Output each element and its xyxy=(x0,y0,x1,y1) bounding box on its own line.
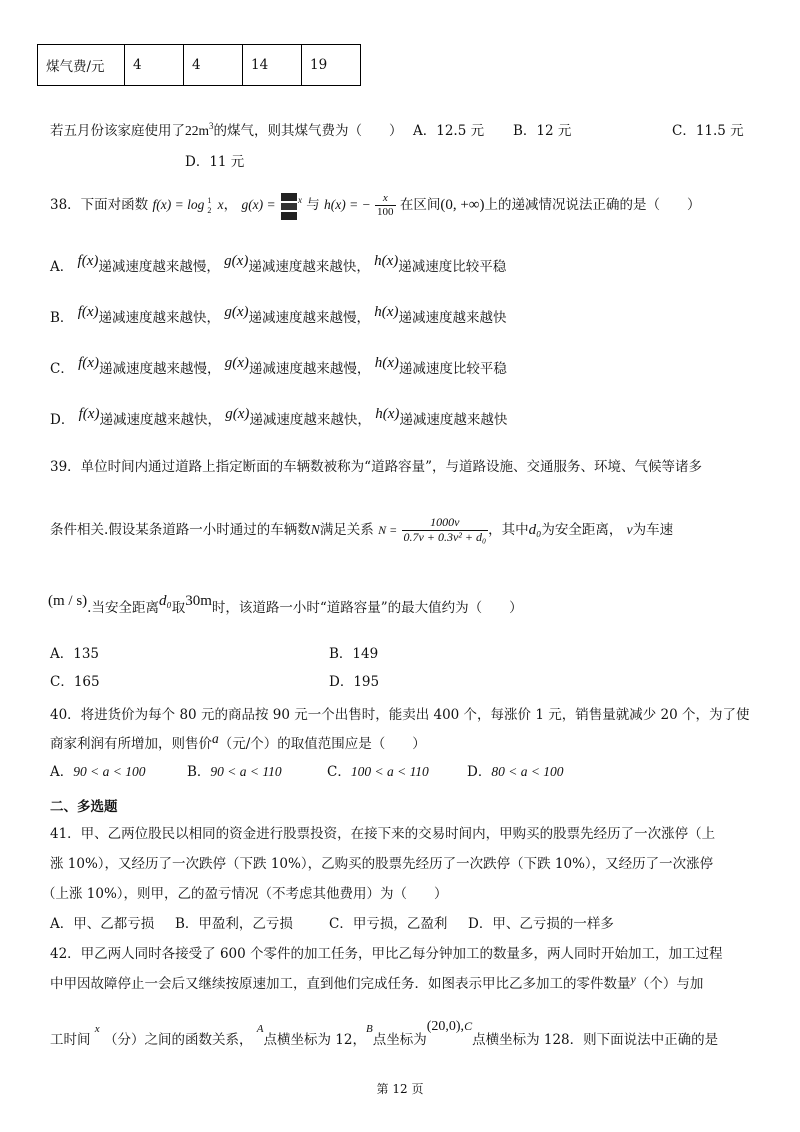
q40-option-c: C．100 < a < 110 xyxy=(327,764,429,780)
q37-option-a: A．12.5 元 xyxy=(413,123,485,139)
q39-line2: 条件相关.假设某条道路一小时通过的车辆数N满足关系 N = $\frac{1000v}{\text{0.7v + 0.3v² + d₀}}$ ，其中d₀为安全距离， v为车速 xyxy=(50,515,674,544)
q41-option-c: C．甲亏损，乙盈利 xyxy=(329,916,448,932)
table-row xyxy=(38,45,361,86)
q42-line2: 中甲因故障停止一会后又继续按原速加工，直到他们完成任务．如图表示甲比乙多加工的零件数量y（个）与加 xyxy=(50,972,704,992)
gas-fee-table xyxy=(37,44,361,86)
q39-option-a: A．135 xyxy=(50,646,100,662)
q37-stem: 若五月份该家庭使用了$22m^3$的煤气，则其煤气费为（ ） xyxy=(50,121,403,139)
q40-option-a: A．90 < a < 100 xyxy=(50,764,146,780)
q38-option-a: A． f(x)递减速度越来越慢， g(x)递减速度越来越快， h(x)递减速度比较平稳 xyxy=(50,253,507,275)
q38-option-b: B． f(x)递减速度越来越快， g(x)递减速度越来越慢， h(x)递减速度越来越快 xyxy=(50,304,507,326)
table-cell: 14 xyxy=(243,45,302,86)
table-cell: 4 xyxy=(125,45,184,86)
q39-line3: (m / s).当安全距离d₀取30m时，该道路一小时“道路容量”的最大值约为（ ） xyxy=(48,593,523,616)
q42-line3: 工时间 $^x$ （分）之间的函数关系， $^A$点横坐标为 12，$^B$点坐标为(20,0),C点横坐标为 128．则下面说法中正确的是 xyxy=(50,1019,719,1048)
q41-line3: （上涨 10%），则甲，乙的盈亏情况（不考虑其他费用）为（ ） xyxy=(42,886,448,902)
q41-option-a: A．甲、乙都亏损 xyxy=(50,916,155,932)
q41-option-b: B．甲盈利，乙亏损 xyxy=(175,916,293,932)
q39-option-b: B．149 xyxy=(329,646,379,662)
q41-line1: 41．甲、乙两位股民以相同的资金进行股票投资，在接下来的交易时间内，甲购买的股票先经历了一次涨停（上 xyxy=(50,826,716,842)
q38-option-d: D． f(x)递减速度越来越快， g(x)递减速度越来越快， h(x)递减速度越来越快 xyxy=(50,406,508,428)
q38-option-c: C． f(x)递减速度越来越慢， g(x)递减速度越来越慢， h(x)递减速度比较平稳 xyxy=(50,355,507,377)
q40-line1: 40．将进货价为每个 80 元的商品按 90 元一个出售时，能卖出 400 个，每涨价 1 元，销售量就减少 20 个，为了使 xyxy=(50,707,750,723)
q40-option-b: B．90 < a < 110 xyxy=(187,764,282,780)
page-footer: 第 12 页 xyxy=(376,1082,424,1096)
garbled-fraction-glyph xyxy=(280,189,298,223)
q40-option-d: D．80 < a < 100 xyxy=(467,764,564,780)
q42-line1: 42．甲乙两人同时各接受了 600 个零件的加工任务，甲比乙每分钟加工的数量多，两人同时开始加工，加工过程 xyxy=(50,946,723,962)
q38-stem: 38．下面对函数 f(x) = log 1 2 x， g(x) = $^x$ 与 h(x) = − $\frac{x}{100}$ 在区间(0, +∞)上的递减情况说法正确的是（ ） xyxy=(50,185,701,225)
table-cell: 19 xyxy=(302,45,361,86)
q39-option-d: D．195 xyxy=(329,674,380,690)
table-cell: 4 xyxy=(184,45,243,86)
q39-line1: 39．单位时间内通过道路上指定断面的车辆数被称为“道路容量”，与道路设施、交通服务、环境、气候等诸多 xyxy=(50,459,702,475)
q39-option-c: C．165 xyxy=(50,674,100,690)
q40-line2: 商家利润有所增加，则售价a（元/个）的取值范围应是（ ） xyxy=(50,731,426,752)
q37-option-c: C．11.5 元 xyxy=(672,123,744,139)
table-row-label: 煤气费/元 xyxy=(38,45,125,86)
q41-line2: 涨 10%），又经历了一次跌停（下跌 10%），乙购买的股票先经历了一次跌停（下跌 10%），又经历了一次涨停 xyxy=(50,856,714,872)
q37-option-b: B．12 元 xyxy=(513,123,572,139)
q41-option-d: D．甲、乙亏损的一样多 xyxy=(468,916,614,932)
q37-option-d: D．11 元 xyxy=(185,154,245,170)
section-heading: 二、多选题 xyxy=(50,799,118,815)
